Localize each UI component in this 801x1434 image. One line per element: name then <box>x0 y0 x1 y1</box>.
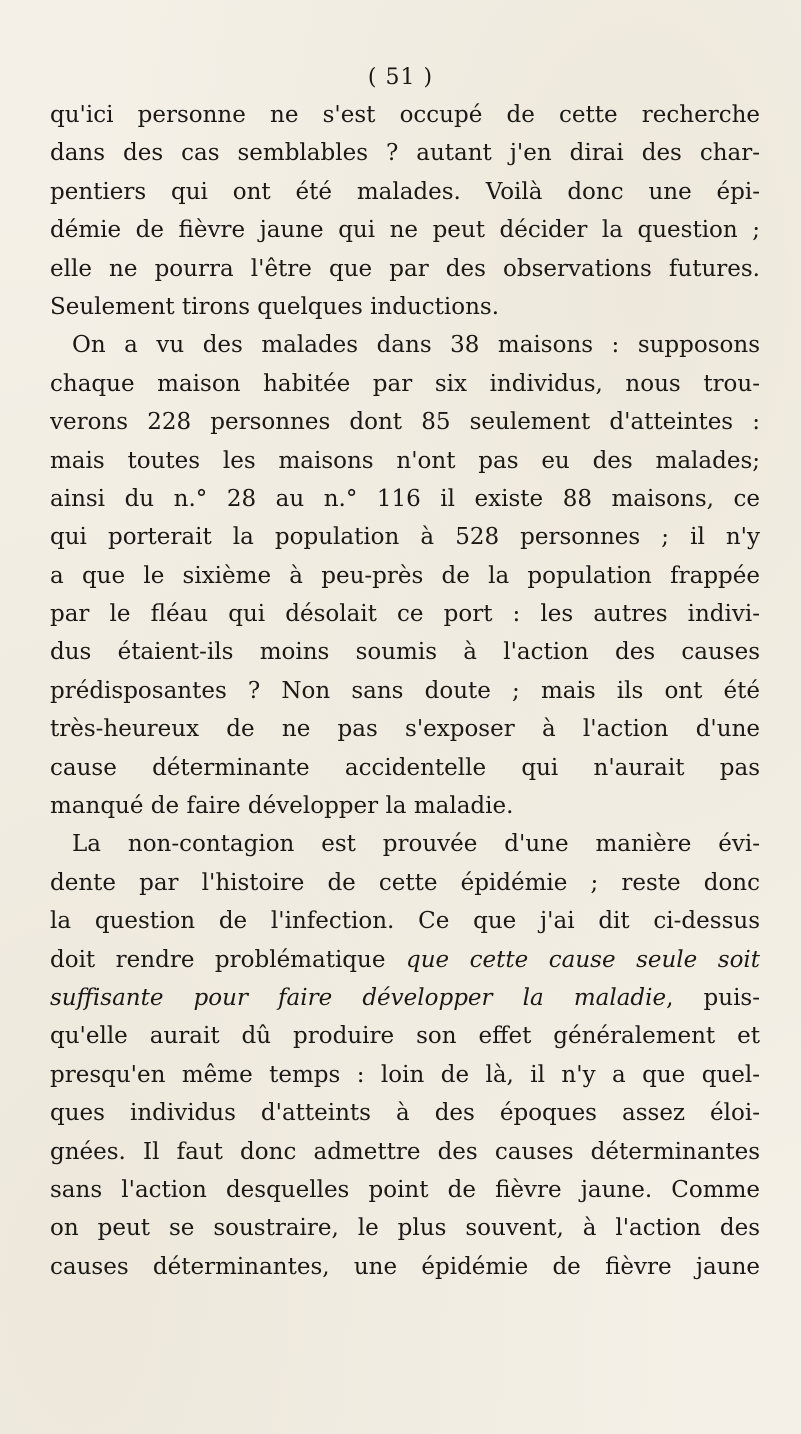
text-line: la question de l'infection. Ce que j'ai dit ci-dessus <box>50 908 760 935</box>
text-line: qui porterait la population à 528 personnes ; il n'y <box>50 524 760 551</box>
text-line: dans des cas semblables ? autant j'en dirai des char- <box>50 140 760 167</box>
text-line: très-heureux de ne pas s'exposer à l'action d'une <box>50 716 760 743</box>
text-line: Seulement tirons quelques inductions. <box>50 293 500 320</box>
text-line: cause déterminante accidentelle qui n'aurait pas <box>50 754 760 781</box>
text-line: mais toutes les maisons n'ont pas eu des malades; <box>50 447 760 474</box>
text-line: dente par l'histoire de cette épidémie ; reste donc <box>50 869 760 896</box>
text-line: verons 228 personnes dont 85 seulement d'atteintes : <box>50 409 760 436</box>
text-line: La non-contagion est prouvée d'une manière évi- <box>72 831 760 858</box>
text-line: On a vu des malades dans 38 maisons : supposons <box>72 332 760 359</box>
text-line: sans l'action desquelles point de fièvre jaune. Comme <box>50 1176 760 1203</box>
italic-segment: suffisante pour faire développer la maladie <box>50 984 667 1011</box>
text-segment: , puis- <box>666 984 760 1011</box>
text-line: qu'ici personne ne s'est occupé de cette recherche <box>50 102 760 128</box>
text-line: par le fléau qui désolait ce port : les autres indivi- <box>50 601 760 628</box>
text-line: prédisposantes ? Non sans doute ; mais ils ont été <box>50 677 760 704</box>
text-line: elle ne pourra l'être que par des observations futures. <box>50 255 760 282</box>
italic-segment: que cette cause seule soit <box>405 946 761 973</box>
text-line: dus étaient-ils moins soumis à l'action des causes <box>50 639 760 666</box>
text-line: chaque maison habitée par six individus, nous trou- <box>50 370 760 397</box>
text-line: qu'elle aurait dû produire son effet généralement et <box>50 1023 760 1050</box>
page-number: ( 51 ) <box>367 65 434 90</box>
text-line: manqué de faire développer la maladie. <box>50 793 514 820</box>
text-line: a que le sixième à peu-près de la population frappée <box>50 562 760 589</box>
text-line-mixed <box>50 941 760 979</box>
text-line: gnées. Il faut donc admettre des causes déterminantes <box>50 1138 760 1165</box>
text-segment: doit rendre problématique <box>50 946 386 973</box>
body-text <box>50 96 760 1286</box>
text-line: on peut se soustraire, le plus souvent, à l'action des <box>50 1215 760 1242</box>
text-line: causes déterminantes, une épidémie de fièvre jaune <box>50 1253 760 1280</box>
text-line: ques individus d'atteints à des époques assez éloi- <box>50 1100 760 1127</box>
text-line-mixed <box>50 979 760 1017</box>
text-line: pentiers qui ont été malades. Voilà donc une épi- <box>50 178 760 205</box>
text-line: presqu'en même temps : loin de là, il n'y a que quel- <box>50 1061 760 1088</box>
text-line: ainsi du n.° 28 au n.° 116 il existe 88 maisons, ce <box>50 485 760 512</box>
text-line: démie de fièvre jaune qui ne peut décider la question ; <box>50 217 760 244</box>
